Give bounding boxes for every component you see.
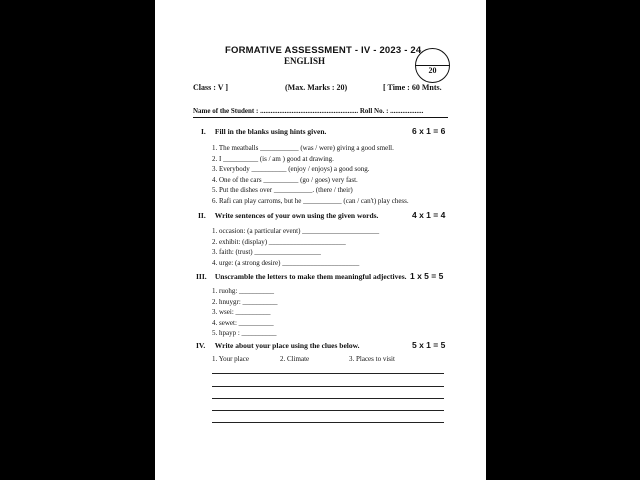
total-marks: 20 [428, 66, 437, 75]
list-item: 2. I __________ (is / am ) good at drawing. [212, 154, 334, 163]
list-item: 3. wsei: __________ [212, 308, 271, 317]
section-1-text: Fill in the blanks using hints given. [214, 127, 327, 136]
clue-3: 3. Places to visit [349, 355, 395, 363]
clue-2: 2. Climate [280, 355, 310, 363]
section-4-text: Write about your place using the clues below. [214, 341, 360, 350]
section-2-marks: 4 x 1 = 4 [412, 210, 446, 220]
section-2-number: II. [198, 211, 206, 220]
section-3-number: III. [196, 272, 207, 281]
list-item: 5. hpayp : __________ [212, 329, 277, 338]
section-2-text: Write sentences of your own using the given words. [214, 211, 379, 220]
student-name-roll-line: Name of the Student : ........................................................ Roll No. : ................... [193, 107, 424, 115]
list-item: 4. sewet: __________ [212, 318, 274, 327]
assessment-title: FORMATIVE ASSESSMENT - IV - 2023 - 24 [225, 45, 422, 56]
list-item: 1. ruohg: __________ [212, 287, 275, 295]
list-item: 1. The meatballs ___________ (was / were) giving a good smell. [212, 144, 394, 152]
list-item: 4. urge: (a strong desire) ______________________ [212, 258, 360, 267]
time-label: [ Time : 60 Mnts. [383, 83, 442, 92]
header-divider [193, 117, 448, 118]
writing-line [212, 410, 444, 411]
list-item: 5. Put the dishes over ___________. (there / their) [212, 186, 353, 195]
list-item: 3. Everybody __________ (enjoy / enjoys) a good song. [212, 165, 370, 174]
list-item: 2. exhibit: (display) ______________________ [212, 237, 346, 246]
clue-1: 1. Your place [212, 355, 249, 363]
section-2-question [198, 211, 378, 220]
writing-line [212, 386, 444, 387]
section-3-items [212, 286, 278, 339]
list-item: 1. occasion: (a particular event) ______________________ [212, 227, 380, 235]
list-item: 3. faith: (trust) ___________________ [212, 248, 321, 257]
section-2-items [212, 226, 379, 268]
subject-title: ENGLISH [284, 56, 326, 66]
writing-line [212, 373, 444, 374]
writing-line [212, 422, 444, 423]
section-1-items [212, 143, 409, 207]
worksheet-page [155, 0, 486, 480]
section-1-number: I. [201, 127, 206, 136]
section-4-question [196, 341, 359, 350]
section-3-text: Unscramble the letters to make them meaningful adjectives. [214, 272, 407, 281]
section-1-marks: 6 x 1 = 6 [412, 126, 446, 136]
class-label: Class : V ] [193, 83, 229, 92]
section-3-marks: 1 x 5 = 5 [410, 271, 444, 281]
list-item: 6. Rafi can play carroms, but he ___________ (can / can't) play chess. [212, 196, 409, 205]
max-marks-label: (Max. Marks : 20) [285, 83, 348, 92]
marks-circle [415, 48, 450, 83]
writing-line [212, 398, 444, 399]
section-3-question [196, 272, 407, 281]
section-1-question [201, 127, 326, 136]
list-item: 4. One of the cars __________ (go / goes) very fast. [212, 175, 358, 184]
list-item: 2. hnuygr: __________ [212, 297, 278, 306]
section-4-marks: 5 x 1 = 5 [412, 340, 446, 350]
section-4-number: IV. [196, 341, 206, 350]
